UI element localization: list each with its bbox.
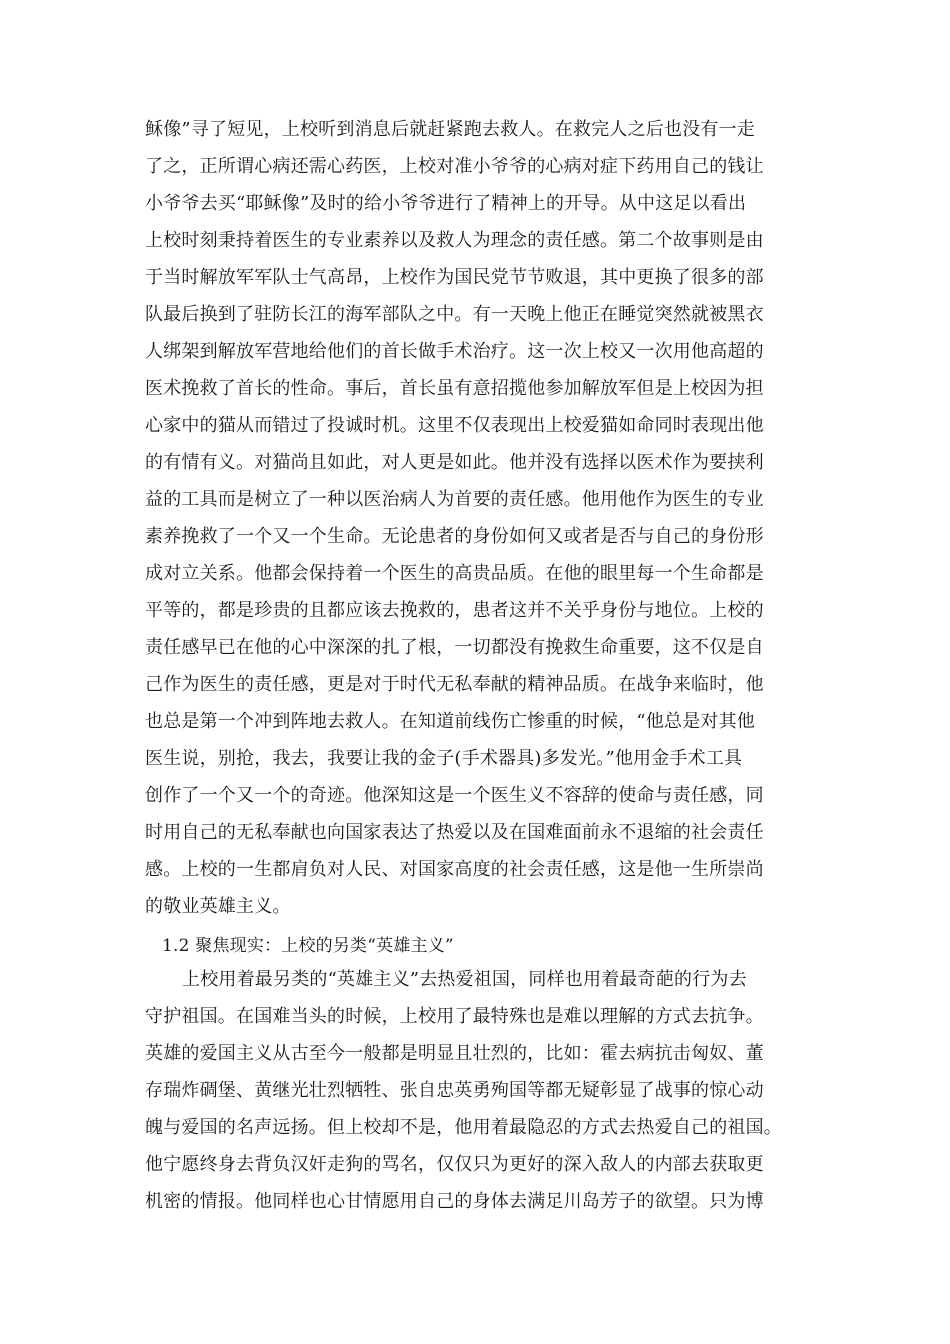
paragraph-line: 守护祖国。在国难当头的时候，上校用了最特殊也是难以理解的方式去抗争。 xyxy=(145,1006,764,1027)
paragraph-line: 益的工具而是树立了一种以医治病人为首要的责任感。他用他作为医生的专业 xyxy=(145,489,764,510)
paragraph-line: 于当时解放军军队士气高昂，上校作为国民党节节败退，其中更换了很多的部 xyxy=(145,267,764,288)
paragraph-line: 的有情有义。对猫尚且如此，对人更是如此。他并没有选择以医术作为要挟利 xyxy=(145,452,764,473)
paragraph-line: 的敬业英雄主义。 xyxy=(145,896,291,917)
paragraph-line: 时用自己的无私奉献也向国家表达了热爱以及在国难面前永不退缩的社会责任 xyxy=(145,822,764,843)
paragraph-line: 责任感早已在他的心中深深的扎了根，一切都没有挽救生命重要，这不仅是自 xyxy=(145,637,764,658)
paragraph-line: 小爷爷去买“耶稣像”及时的给小爷爷进行了精神上的开导。从中这足以看出 xyxy=(145,193,747,214)
paragraph-line: 感。上校的一生都肩负对人民、对国家高度的社会责任感，这是他一生所崇尚 xyxy=(145,859,764,880)
paragraph-line: 上校时刻秉持着医生的专业素养以及救人为理念的责任感。第二个故事则是由 xyxy=(145,230,764,251)
paragraph-line: 魄与爱国的名声远扬。但上校却不是，他用着最隐忍的方式去热爱自己的祖国。 xyxy=(145,1117,782,1138)
paragraph-line: 创作了一个又一个的奇迹。他深知这是一个医生义不容辞的使命与责任感，同 xyxy=(145,785,764,806)
paragraph-line: 他宁愿终身去背负汉奸走狗的骂名，仅仅只为更好的深入敌人的内部去获取更 xyxy=(145,1154,764,1175)
paragraph-line: 己作为医生的责任感，更是对于时代无私奉献的精神品质。在战争来临时，他 xyxy=(145,674,764,695)
paragraph-line: 了之，正所谓心病还需心药医，上校对准小爷爷的心病对症下药用自己的钱让 xyxy=(145,156,764,177)
paragraph-line: 稣像”寻了短见，上校听到消息后就赶紧跑去救人。在救完人之后也没有一走 xyxy=(145,119,755,140)
paragraph-line: 存瑞炸碉堡、黄继光壮烈牺牲、张自忠英勇殉国等都无疑彰显了战事的惊心动 xyxy=(145,1080,764,1101)
paragraph-line: 上校用着最另类的“英雄主义”去热爱祖国，同样也用着最奇葩的行为去 xyxy=(182,969,747,990)
section-heading: 1.2 聚焦现实：上校的另类“英雄主义” xyxy=(162,936,454,956)
paragraph-line: 也总是第一个冲到阵地去救人。在知道前线伤亡惨重的时候，“他总是对其他 xyxy=(145,711,755,732)
paragraph-line: 平等的，都是珍贵的且都应该去挽救的，患者这并不关乎身份与地位。上校的 xyxy=(145,600,764,621)
paragraph-line: 医术挽救了首长的性命。事后，首长虽有意招揽他参加解放军但是上校因为担 xyxy=(145,378,764,399)
paragraph-line: 队最后换到了驻防长江的海军部队之中。有一天晚上他正在睡觉突然就被黑衣 xyxy=(145,304,764,325)
paragraph-line: 素养挽救了一个又一个生命。无论患者的身份如何又或者是否与自己的身份形 xyxy=(145,526,764,547)
paragraph-line: 机密的情报。他同样也心甘情愿用自己的身体去满足川岛芳子的欲望。只为博 xyxy=(145,1191,764,1212)
paragraph-line: 医生说，别抢，我去，我要让我的金子(手术器具)多发光。”他用金手术工具 xyxy=(145,748,743,769)
paragraph-line: 心家中的猫从而错过了投诚时机。这里不仅表现出上校爱猫如命同时表现出他 xyxy=(145,415,764,436)
paragraph-line: 英雄的爱国主义从古至今一般都是明显且壮烈的，比如：霍去病抗击匈奴、董 xyxy=(145,1043,764,1064)
paragraph-line: 成对立关系。他都会保持着一个医生的高贵品质。在他的眼里每一个生命都是 xyxy=(145,563,764,584)
paragraph-line: 人绑架到解放军营地给他们的首长做手术治疗。这一次上校又一次用他高超的 xyxy=(145,341,764,362)
